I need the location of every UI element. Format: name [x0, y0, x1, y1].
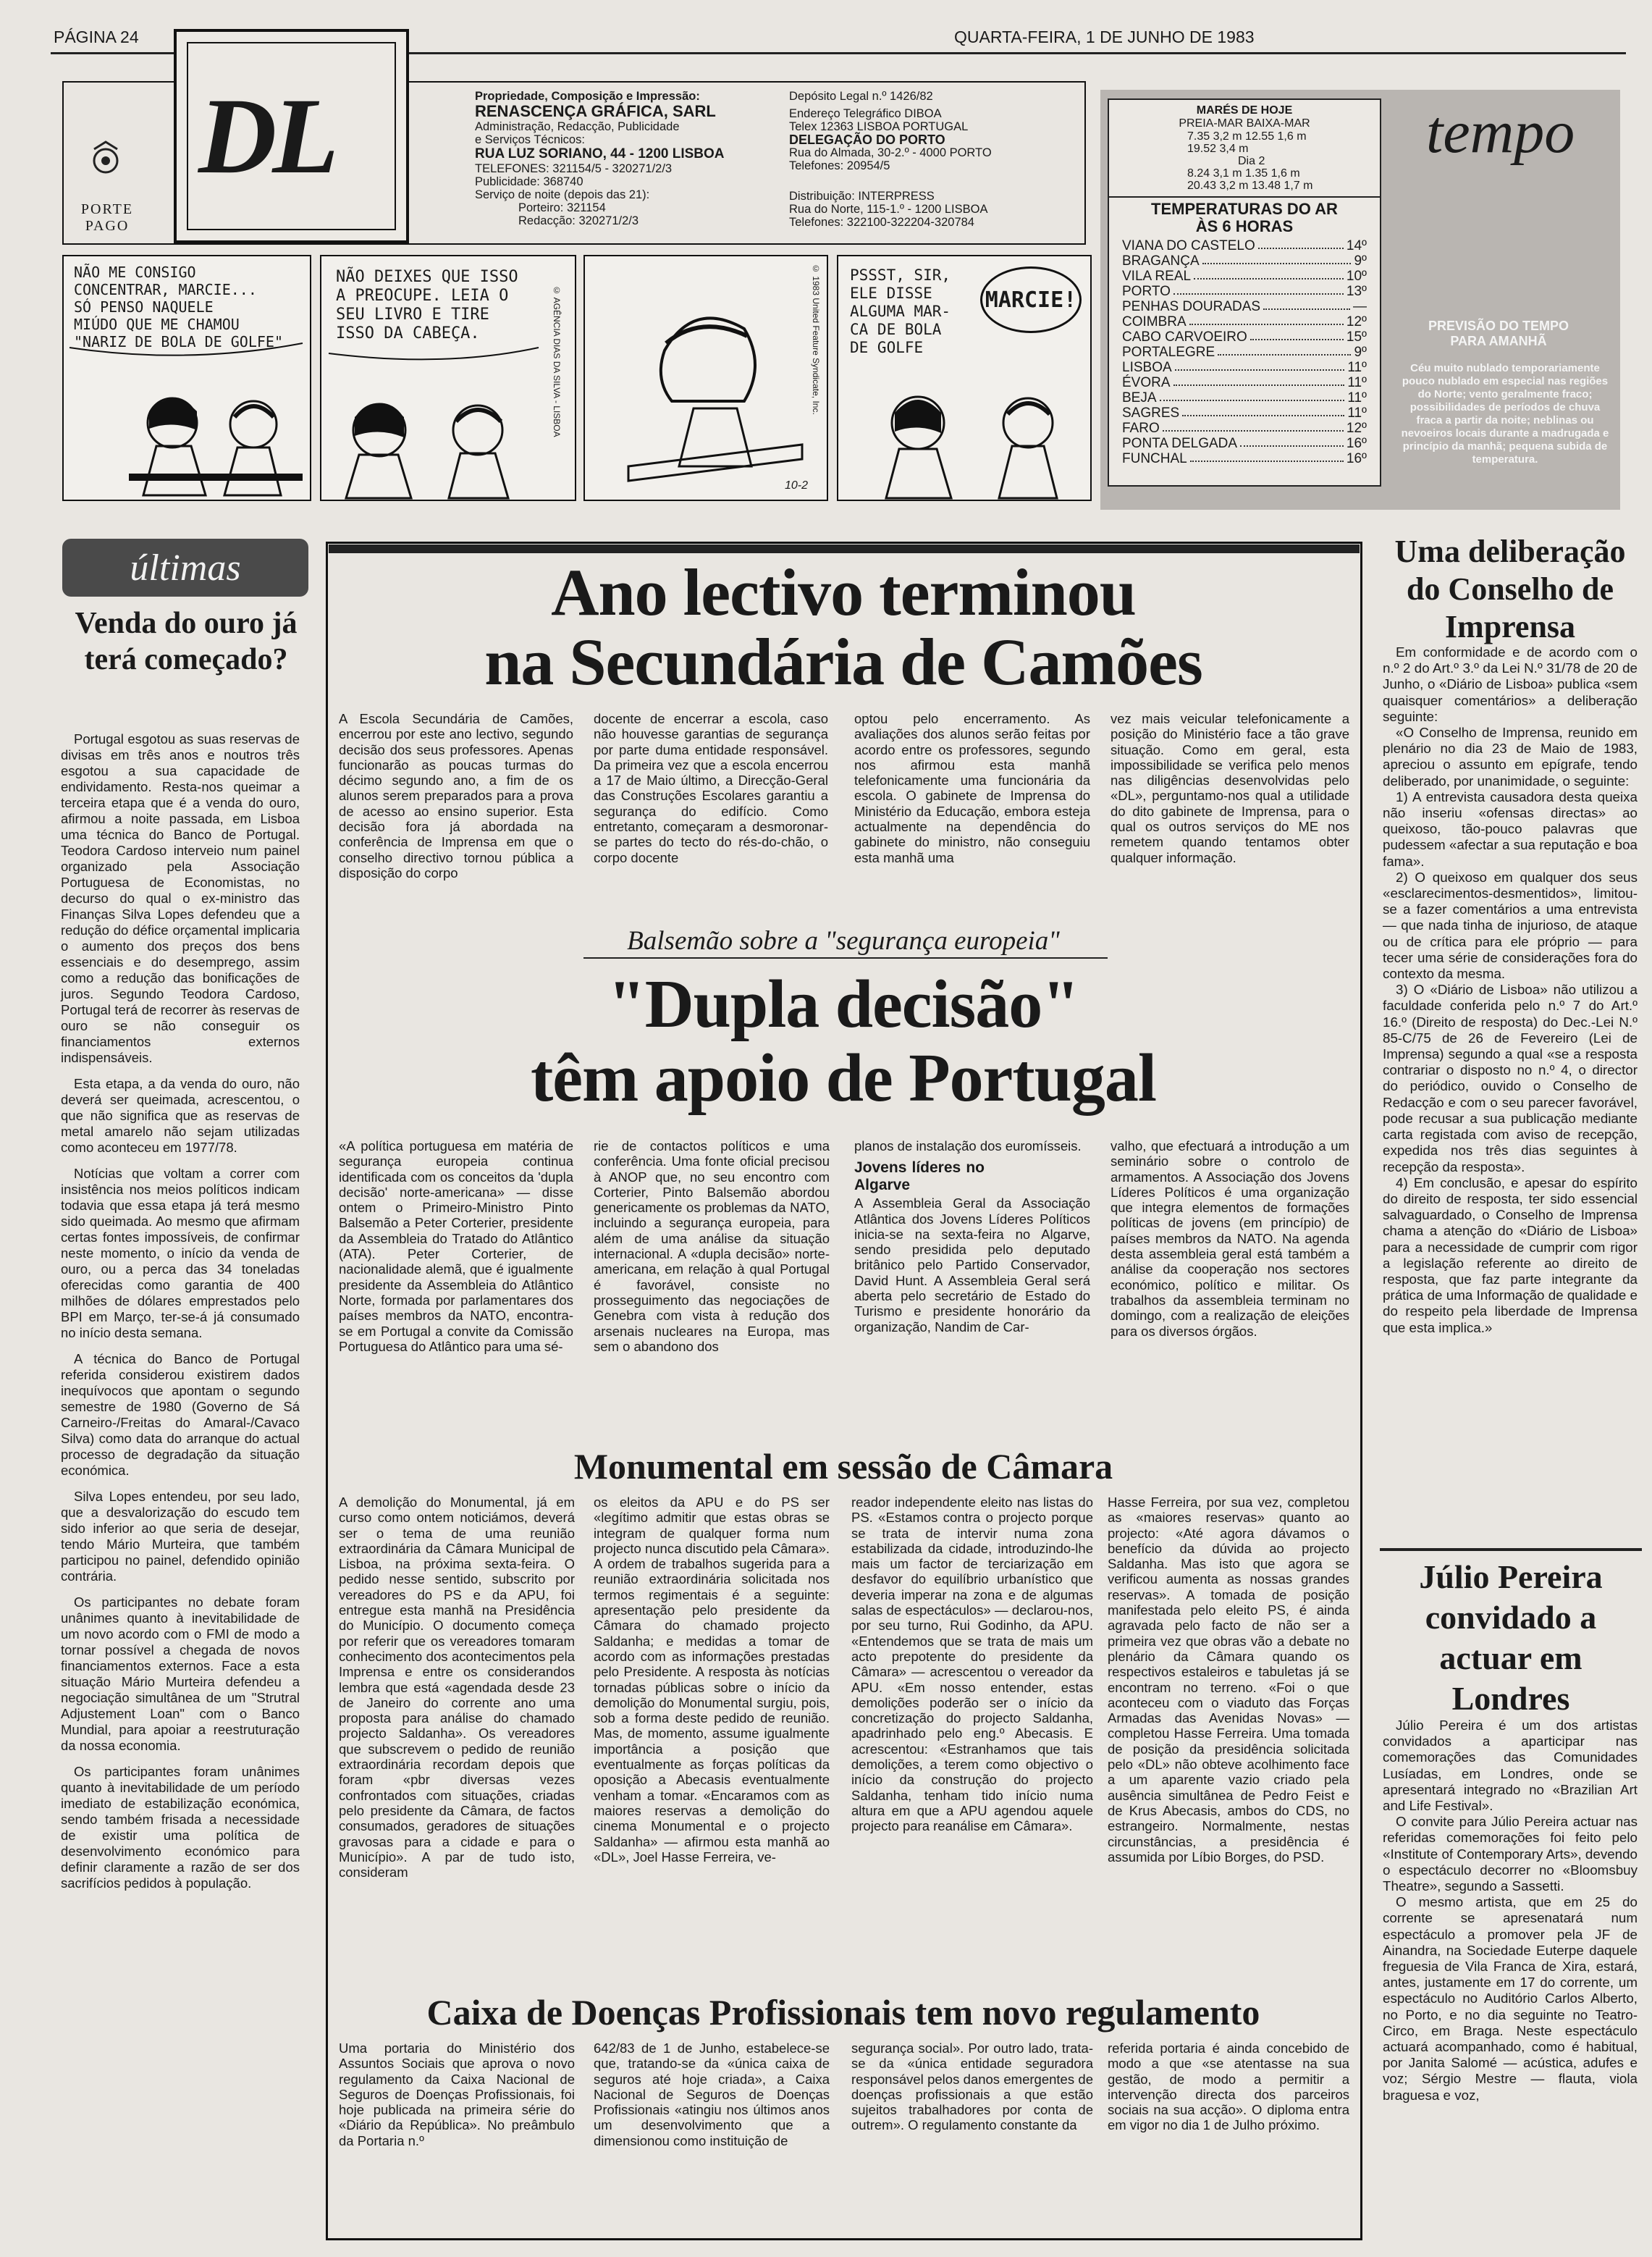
temperature-city: PORTO: [1122, 284, 1171, 299]
temperature-row: [1122, 329, 1367, 345]
temperature-row: [1122, 299, 1367, 314]
temperature-value: 14º: [1346, 238, 1367, 253]
weather-inner: MARÉS DE HOJE PREIA-MAR BAIXA-MAR 7.35 3,2 m 12.55 1,6 m 19.52 3,4 m Dia 2 8.24 3,1 m 1.35 1,6 m 20.43 3,2 m 13.48 1,7 m TEMPERATURAS DO AR ÀS 6 HORAS VIANA DO CASTELO 14º BRAGANÇA 9º VILA REAL 10º PORTO 13º PENHAS DOURADAS — COIMBRA 12º CABO CARVOEIRO 15º PORTALEGRE 9º LISBOA 11º ÉVORA 11º BEJA 11º SAGRES 11º FARO 12º PONTA DELGADA 16º FUNCHAL 16º: [1108, 98, 1381, 487]
comic-panel-4: [837, 255, 1092, 501]
temperature-city: BEJA: [1122, 390, 1157, 405]
forecast-title: PREVISÃO DO TEMPO PARA AMANHÃ: [1428, 319, 1569, 348]
leader-dots: [1163, 421, 1344, 432]
camoes-col-2: docente de encerrar a escola, caso não houvesse garantias de segurança por parte duma entidade responsável. Da primeira vez que a escola encerrou a 17 de Maio último, a Direcção-Geral das Construções Escolares garantiu a segurança do edifício. Como entretanto, começaram a desmoronar-se partes do tecto do rés-do-chão, o corpo docente: [594, 711, 828, 865]
temperature-row: [1122, 360, 1367, 375]
conselho-title: Uma deliberação do Conselho de Imprensa: [1394, 534, 1626, 644]
camoes-col-1: A Escola Secundária de Camões, encerrou por este ano lectivo, segundo decisão dos seus professores. Apenas funcionarão as poucas turmas do décimo segundo ano, a fim de os alunos serem preparados para a prova de acesso ao ensino superior. Esta decisão fora já abordada na conferência de Imprensa em que o conselho directivo tornou pública a disposição do corpo: [339, 711, 573, 880]
caixa-col-3: segurança social». Por outro lado, trata-se da «única entidade seguradora responsável pelos danos emergentes de doenças profissionais a que estão sujeitos trabalhadores por conta de outrem». O regulamento constante da: [851, 2040, 1093, 2133]
temperature-value: 9º: [1354, 345, 1367, 360]
comic-panel-3: [583, 255, 828, 501]
tempo-logo: tempo: [1426, 98, 1575, 166]
temperature-value: 16º: [1346, 436, 1367, 451]
leader-dots: [1173, 375, 1345, 386]
temperature-city: VIANA DO CASTELO: [1122, 238, 1255, 253]
masthead-col1: Propriedade, Composição e Impressão: RENASCENÇA GRÁFICA, SARL Administração, Redacção, Publicidade e Serviços Técnicos: RUA LUZ SORIANO, 44 - 1200 LISBOA TELEFONES: 321154/5 - 320271/2/3 Publicidade: 368740 Serviço de noite (depois das 21): Porteiro: 321154 Redacção: 320271/2/3: [475, 90, 725, 227]
temperature-row: [1122, 421, 1367, 436]
leader-dots: [1258, 238, 1344, 249]
temperature-value: 9º: [1354, 253, 1367, 269]
monumental-col-1: A demolição do Monumental, já em curso como ontem noticiámos, deverá ser o tema de uma reunião extraordinária da Câmara Municipal de Lisboa, na próxima sexta-feira. O pedido nesse sentido, subscrito por vereadores do PS e da APU, foi entregue esta manhã na Presidência do Município. O documento começa por referir que os vereadores tomaram conhecimento dos acontecimentos pela Imprensa e entre os considerandos lembra que está «agendada desde 23 de Janeiro do corrente ano uma proposta para análise do chamado projecto Saldanha». Os vereadores que subscrevem o pedido de reunião extraordinária recordam depois que foram «pbr diversas vezes confrontados com situações, criadas pelo presidente da Câmara, de factos consumados, geradores de situações gravosas para a cidade e para o Município». A par de tudo isto, consideram: [339, 1495, 575, 1880]
temperature-value: 12º: [1346, 314, 1367, 329]
temperature-city: PORTALEGRE: [1122, 345, 1215, 360]
temperature-row: [1122, 436, 1367, 451]
dupla-col-3: planos de instalação dos euromísseis. Jovens líderes no Algarve A Assembleia Geral da Associação Atlântica dos Jovens Líderes Políticos inicia-se na sexta-feira no Algarve, sendo presidida pelo deputado britânico pelo Partido Conservador, David Hunt. A Assembleia Geral será aberta pelo secretário de Estado do Turismo e presidente honorário da organização, Nandim de Car-: [854, 1138, 1090, 1335]
right-col-rule: [1380, 1548, 1642, 1551]
julio-body: Júlio Pereira é um dos artistas convidados a aparticipar nas comemorações das Comunidades Lusíadas, em Londres, onde se apresentará integrado no «Brazilian Art and Life Festival». O convite para Júlio Pereira actuar nas referidas comemorações foi feito pelo «Institute of Contemporary Arts», devendo o espectáculo decorrer no «Bloomsbuy Theatre», segundo a Sassetti. O mesmo artista, que em 25 do corrente se apresenatará num espectáculo a promover pela JF de Ainandra, na Sociedade Euterpe daquele freguesia de Vila Franca de Xira, estará, antes, justamente em 17 do corrente, um espectáculo no Auditório Carlos Alberto, no Porto, e no dia seguinte no Teatro-Circo, em Braga. Neste espectáculo actuará acompanhado, como é habitual, por Janita Salomé — acústica, adufes e voz; Sérgio Mestre — flauta, viola braguesa e voz,: [1383, 1718, 1638, 2103]
comic-copyright: © 1983 United Feature Syndicate, Inc.: [811, 264, 821, 415]
caixa-col-1: Uma portaria do Ministério dos Assuntos Sociais que aprova o novo regulamento da Caixa Nacional de Seguros de Doenças Profissionais, foi hoje publicada na primeira série do «Diário da República». No preâmbulo da Portaria n.º: [339, 2040, 575, 2148]
comic-credit: © AGÊNCIA DIAS DA SILVA - LISBOA: [552, 285, 562, 437]
speech-bubble-2: NÃO DEIXES QUE ISSO A PREOCUPE. LEIA O SEU LIVRO E TIRE ISSO DA CABEÇA.: [336, 268, 518, 342]
temperature-row: [1122, 390, 1367, 405]
camoes-headline: Ano lectivo terminou na Secundária de Camões: [484, 555, 1202, 699]
temperature-city: FARO: [1122, 421, 1160, 436]
temperature-value: —: [1353, 299, 1367, 314]
temperature-row: [1122, 405, 1367, 421]
forecast-text: Céu muito nublado temporariamente pouco nublado em especial nas regiões do Norte; vento geralmente fraco; possibilidades de períodos de chuva fraca a partir da noite; neblinas ou nevoeiros locais durante a madrugada e princípio da manhã; pequena subida de temperatura.: [1401, 362, 1609, 466]
dupla-subheading: Jovens líderes no Algarve: [854, 1159, 985, 1194]
temperature-city: SAGRES: [1122, 405, 1180, 421]
conselho-body: Em conformidade e de acordo com o n.º 2 do Art.º 3.º da Lei N.º 31/78 de 20 de Junho, o «Diário de Lisboa» publica «sem quaisquer comentários» a deliberação seguinte: «O Conselho de Imprensa, reunido em plenário no dia 23 de Maio de 1983, apreciou o assunto em epígrafe, tendo deliberado, por unanimidade, o seguinte: 1) A entrevista causadora desta queixa não inseriu «ofensas directas» ao queixoso, tão-pouco palavras que pudessem «afectar a sua reputação e boa fama». 2) O queixoso em qualquer dos seus «esclarecimentos-desmentidos», limitou-se a fazer comentários a uma entrevista — que nada tinha de injurioso, de ataque ou de crítica para ele próprio — para tecer uma série de considerações fora do contexto da mesma. 3) O «Diário de Lisboa» não utilizou a faculdade conferida pelo n.º 7 do Art.º 16.º (Direito de resposta) do Dec.-Lei N.º 85-C/75 de 26 de Fevereiro (Lei de Imprensa) segundo a qual «se a resposta contrariar o disposto no n.º 4, o director do periódico, ouvido o Conselho de Redacção e com o seu parecer favorável, pode recusar a sua publicação mediante carta registada com aviso de recepção, expedida nos três dias seguintes à recepção da resposta». 4) Em conclusão, e apesar do espírito do direito de resposta, ter sido essencial salvaguardado, o Conselho de Imprensa chama a atenção do «Diário de Lisboa» para a necessidade de cumprir com rigor a legislação referente ao direito de resposta, que faz parte integrante da prática de uma Informação de qualidade e do respeito pela liberdade de Imprensa que esta implica.»: [1383, 644, 1638, 1335]
comic-panel-2: [320, 255, 576, 501]
temperature-value: 10º: [1346, 269, 1367, 284]
camoes-col-4: vez mais veicular telefonicamente a posição do Ministério face a tão grave situação. Como em geral, esta impossibilidade se verifica pelo menos nas diligências desenvolvidas pelo «DL», perguntamo-nos qual a utilidade do dito gabinete de Imprensa, para o qual os outros serviços do ME nos remetem quando tentamos obter qualquer informação.: [1111, 711, 1349, 865]
camoes-col-3: optou pelo encerramento. As avaliações dos alunos serão feitas por acordo entre os professores, segundo nos afirmou esta manhã telefonicamente uma funcionária da escola. O gabinete de Imprensa do Ministério da Educação, embora esteja actualmente na dependência do gabinete do ministro, não conseguiu esta manhã uma: [854, 711, 1090, 865]
leader-dots: [1182, 405, 1344, 416]
temperature-row: [1122, 269, 1367, 284]
temperature-row: [1122, 314, 1367, 329]
julio-title: Júlio Pereira convidado a actuar em Londres: [1419, 1558, 1603, 1717]
temperature-city: PENHAS DOURADAS: [1122, 299, 1261, 314]
temperature-value: 13º: [1346, 284, 1367, 299]
comic-panel-1: [62, 255, 311, 501]
ultimas-banner: últimas: [62, 539, 308, 597]
caixa-col-4: referida portaria é ainda concebido de modo a que «se atentasse na sua gestão, de modo a permitir a intervenção directa dos parceiros sociais na sua acção». O diploma entra em vigor no dia 1 de Julho próximo.: [1108, 2040, 1349, 2133]
leader-dots: [1263, 299, 1350, 310]
temperature-city: LISBOA: [1122, 360, 1172, 375]
crest-icon: [90, 139, 122, 182]
monumental-col-3: reador independente eleito nas listas do PS. «Estamos contra o projecto porque se trata de intervir numa zona estabilizada da cidade, introduzindo-lhe mais um factor de terciarização em desfavor do equilíbrio urbanístico que deveria imperar na zona e de algumas salas de espectáculos» — declarou-nos, por seu turno, Rui Godinho, da APU. «Entendemos que se trata de mais um acto prepotente do presidente da Câmara» — acrescentou o vereador da APU. «Em nosso entender, estas demolições poderão ser o início da concretização do projecto Saldanha, apadrinhado pelo eng.º Abecasis. E acrescentou: «Estranhamos que tais demolições, a terem como objectivo o início da construção do projecto Saldanha, tenham tido início numa altura em que a APU agendou aquele projecto para reanálise em Câmara».: [851, 1495, 1093, 1834]
dupla-col-1: «A política portuguesa em matéria de segurança europeia continua identificada com os conceitos da 'dupla decisão' norte-americana» — disse ontem o Primeiro-Ministro Pinto Balsemão a Peter Corterier, presidente da Assembleia do Tratado do Atlântico (ATA). Peter Corterier, de nacionalidade alemã, que é igualmente presidente da Assembleia do Atlântico Norte, formada por parlamentares dos países membros da NATO, encontra-se em Portugal a convite da Comissão Portuguesa do Atlântico para uma sé-: [339, 1138, 573, 1354]
temperature-city: ÉVORA: [1122, 375, 1171, 390]
temperature-value: 11º: [1347, 405, 1367, 421]
masthead-col2: Depósito Legal n.º 1426/82 Endereço Telegráfico DIBOA Telex 12363 LISBOA PORTUGAL DELEGAÇÃO DO PORTO Rua do Almada, 30-2.º - 4000 PORTO Telefones: 20954/5 Distribuição: INTERPRESS Rua do Norte, 115-1.º - 1200 LISBOA Telefones: 322100-322204-320784: [789, 90, 992, 229]
leader-dots: [1175, 360, 1345, 371]
temperature-value: 16º: [1346, 451, 1367, 466]
temperature-row: [1122, 284, 1367, 299]
leader-dots: [1240, 436, 1344, 447]
monumental-col-4: Hasse Ferreira, por sua vez, completou as «maiores reservas» quanto ao projecto: «Até agora dávamos o benefício da dúvida ao projecto Saldanha. Mas isto que agora se verificou aumenta as nossas grandes reservas». A tomada de posição manifestada pelo eleito PS, é ainda agravada pelo facto de não ser a primeira vez que obras vão a debate no plenário da Câmara quando os respectivos estaleiros e tabuletas já se encontram no terreno. «Foi o que aconteceu com o viaduto das Forças Armadas das Avenidas Novas» — completou Hasse Ferreira. Uma tomada de posição da presidência solicitada pelo «DL» não obteve acolhimento face a um aparente vazio criado pela ausência simultânea de Pedro Feist e de Krus Abecasis, ambos do CDS, no estrangeiro. Normalmente, nestas circunstâncias, a presidência é assumida por Líbio Borges, do PSD.: [1108, 1495, 1349, 1865]
temperature-city: FUNCHAL: [1122, 451, 1187, 466]
page-date: QUARTA-FEIRA, 1 DE JUNHO DE 1983: [954, 28, 1255, 46]
leader-dots: [1160, 390, 1345, 401]
logo-box: [174, 29, 409, 243]
temperature-city: BRAGANÇA: [1122, 253, 1200, 269]
temperature-value: 11º: [1347, 375, 1367, 390]
ultimas-title: Venda do ouro já terá começado?: [75, 607, 298, 676]
temperature-value: 15º: [1346, 329, 1367, 345]
center-top-bar: [329, 545, 1360, 553]
dupla-kicker: Balsemão sobre a "segurança europeia": [627, 926, 1060, 956]
caixa-col-2: 642/83 de 1 de Junho, estabelece-se que, tratando-se da «única caixa de seguros até hoje criada», a Caixa Nacional de Seguros de Doenças Profissionais «atingiu nos últimos anos um desenvolvimento que a dimensionou como instituição de: [594, 2040, 830, 2148]
temperature-city: VILA REAL: [1122, 269, 1192, 284]
temperature-row: [1122, 451, 1367, 466]
ultimas-body: Portugal esgotou as suas reservas de divisas em três anos e noutros três esgotou a sua capacidade de endividamento. Resta-nos queimar a terceira etapa que é a venda do ouro, afirmou a noite passada, em Lisboa uma técnica do Banco de Portugal. Teodora Cardoso interveio num painel organizado pela Associação Portuguesa de Economistas, no decurso do qual o ex-ministro das Finanças Silva Lopes defendeu que a redução do défice orçamental implicaria o aumento dos preços dos bens essenciais e do desemprego, assim como a redução das bonificações de juros. Segundo Teodora Cardoso, Portugal terá de recorrer às reservas de ouro se não conseguir os financiamentos externos indispensáveis. Esta etapa, a da venda do ouro, não deverá ser queimada, acrescentou, o que não significa que as reservas de metal amarelo não sejam utilizadas como aconteceu em 1977/78. Notícias que voltam a correr com insistência nos meios políticos indicam todavia que essa etapa já terá mesmo sido queimada. Ao mesmo que afirmam certas fontes impossíveis, de confirmar neste momento, o início da venda de ouro, ou a perca das 34 toneladas oferecidas como garantia de 400 milhões de dólares emprestados pelo BPI em Março, ter-se-á já consumado no início desta semana. A técnica do Banco de Portugal referida considerou existirem dados inequívocos que apontam o segundo semestre de 1980 (Governo de Sá Carneiro-/Freitas do Amaral-/Cavaco Silva) como data do arranque do actual processo de degradação da situação económica. Silva Lopes entendeu, por seu lado, que a desvalorização do escudo tem sido inferior ao que seria de desejar, tendo Mário Murteira, que também participou no painel, defendido opinião contrária. Os participantes no debate foram unânimes quanto à inevitabilidade de um novo acordo com o FMI de modo a tornar possível a chegada de novos financiamentos externos. Face a esta situação Mário Murteira defendeu a negociação simultânea de um "Strutral Adjustement Loan" com o Banco Mundial, para apoiar a reestruturação da nossa economia. Os participantes foram unânimes quanto à inevitabilidade de um período imediato de estabilização económica, sendo também frisada a necessidade de existir uma política de desenvolvimento económico para definir claramente a razão de ser dos sacrifícios pedidos à população.: [61, 731, 300, 1891]
temperature-value: 12º: [1346, 421, 1367, 436]
temperature-row: [1122, 345, 1367, 360]
temperature-value: 11º: [1347, 390, 1367, 405]
masthead-logo: DL: [198, 76, 334, 196]
temperature-row: [1122, 375, 1367, 390]
temperature-value: 11º: [1347, 360, 1367, 375]
temperature-city: CABO CARVOEIRO: [1122, 329, 1247, 345]
leader-dots: [1173, 284, 1344, 295]
temperature-city: PONTA DELGADA: [1122, 436, 1238, 451]
speech-bubble-1: NÃO ME CONSIGO CONCENTRAR, MARCIE... SÓ PENSO NAQUELE MIÚDO QUE ME CHAMOU "NARIZ DE BOLA DE GOLFE": [74, 264, 283, 350]
monumental-headline: Monumental em sessão de Câmara: [573, 1446, 1113, 1487]
dupla-headline: "Dupla decisão" têm apoio de Portugal: [530, 967, 1157, 1116]
temperature-list: [1122, 238, 1367, 466]
speech-bubble-4b: MARCIE!: [980, 266, 1082, 333]
dupla-col-2: rie de contactos políticos e uma conferência. Uma fonte oficial precisou à ANOP que, no seu encontro com Corterier, Pinto Balsemão abordou genericamente os problemas da NATO, incluindo a segurança europeia, para além de uma análise da situação internacional. A «dupla decisão» norte-americana, em relação à qual Portugal é favorável, consiste no prosseguimento das negociações de Genebra com vista à redução dos arsenais nucleares na Europa, mas sem o abandono dos: [594, 1138, 830, 1354]
leader-dots: [1218, 345, 1351, 356]
temperature-city: COIMBRA: [1122, 314, 1187, 329]
city-label: PORTE PAGO: [80, 201, 134, 234]
leader-dots: [1194, 269, 1344, 280]
leader-dots: [1189, 314, 1344, 325]
kicker-rule: [583, 957, 1108, 959]
leader-dots: [1190, 451, 1344, 462]
temperature-row: [1122, 253, 1367, 269]
dupla-col-4: valho, que efectuará a introdução a um seminário sobre o controlo de armamentos. A Associação dos Jovens Líderes Políticos é uma organização que integra elementos de formações políticas de jovens (em princípio) de países membros da NATO. Na agenda desta assembleia geral está também a análise da cooperação nos sectores económico, político e militar. Os trabalhos da assembleia terminam no domingo, com a realização de eleições para os diversos órgãos.: [1111, 1138, 1349, 1339]
monumental-col-2: os eleitos da APU e do PS ser «legítimo admitir que estas obras se integram de qualquer forma num projecto nunca discutido pela Câmara». A ordem de trabalhos sugerida para a reunião extraordinária solicitada nos termos regimentais é a seguinte: apresentação pelo presidente da Câmara do chamado projecto Saldanha; e medidas a tomar de acordo com as informações prestadas pelo Presidente. A resposta às notícias tornadas públicas sobre o início da demolição do Monumental surgiu, pois, sob a forma deste pedido de reunião. Mas, de momento, assume igualmente importância a posição que eventualmente as forças políticas da oposição a Abecasis eventualmente venham a tomar. «Encaramos com as maiores reservas a demolição do cinema Monumental e o projecto Saldanha» — afirmou esta manhã ao «DL», Joel Hasse Ferreira, ve-: [594, 1495, 830, 1865]
temperature-row: [1122, 238, 1367, 253]
leader-dots: [1202, 253, 1352, 264]
page-number: PÁGINA 24: [54, 28, 139, 46]
comic-date: 10-2: [785, 479, 809, 492]
leader-dots: [1250, 329, 1344, 340]
caixa-headline: Caixa de Doenças Profissionais tem novo regulamento: [426, 1992, 1260, 2033]
speech-bubble-4a: PSSST, SIR, ELE DISSE ALGUMA MAR- CA DE BOLA DE GOLFE: [850, 266, 951, 356]
